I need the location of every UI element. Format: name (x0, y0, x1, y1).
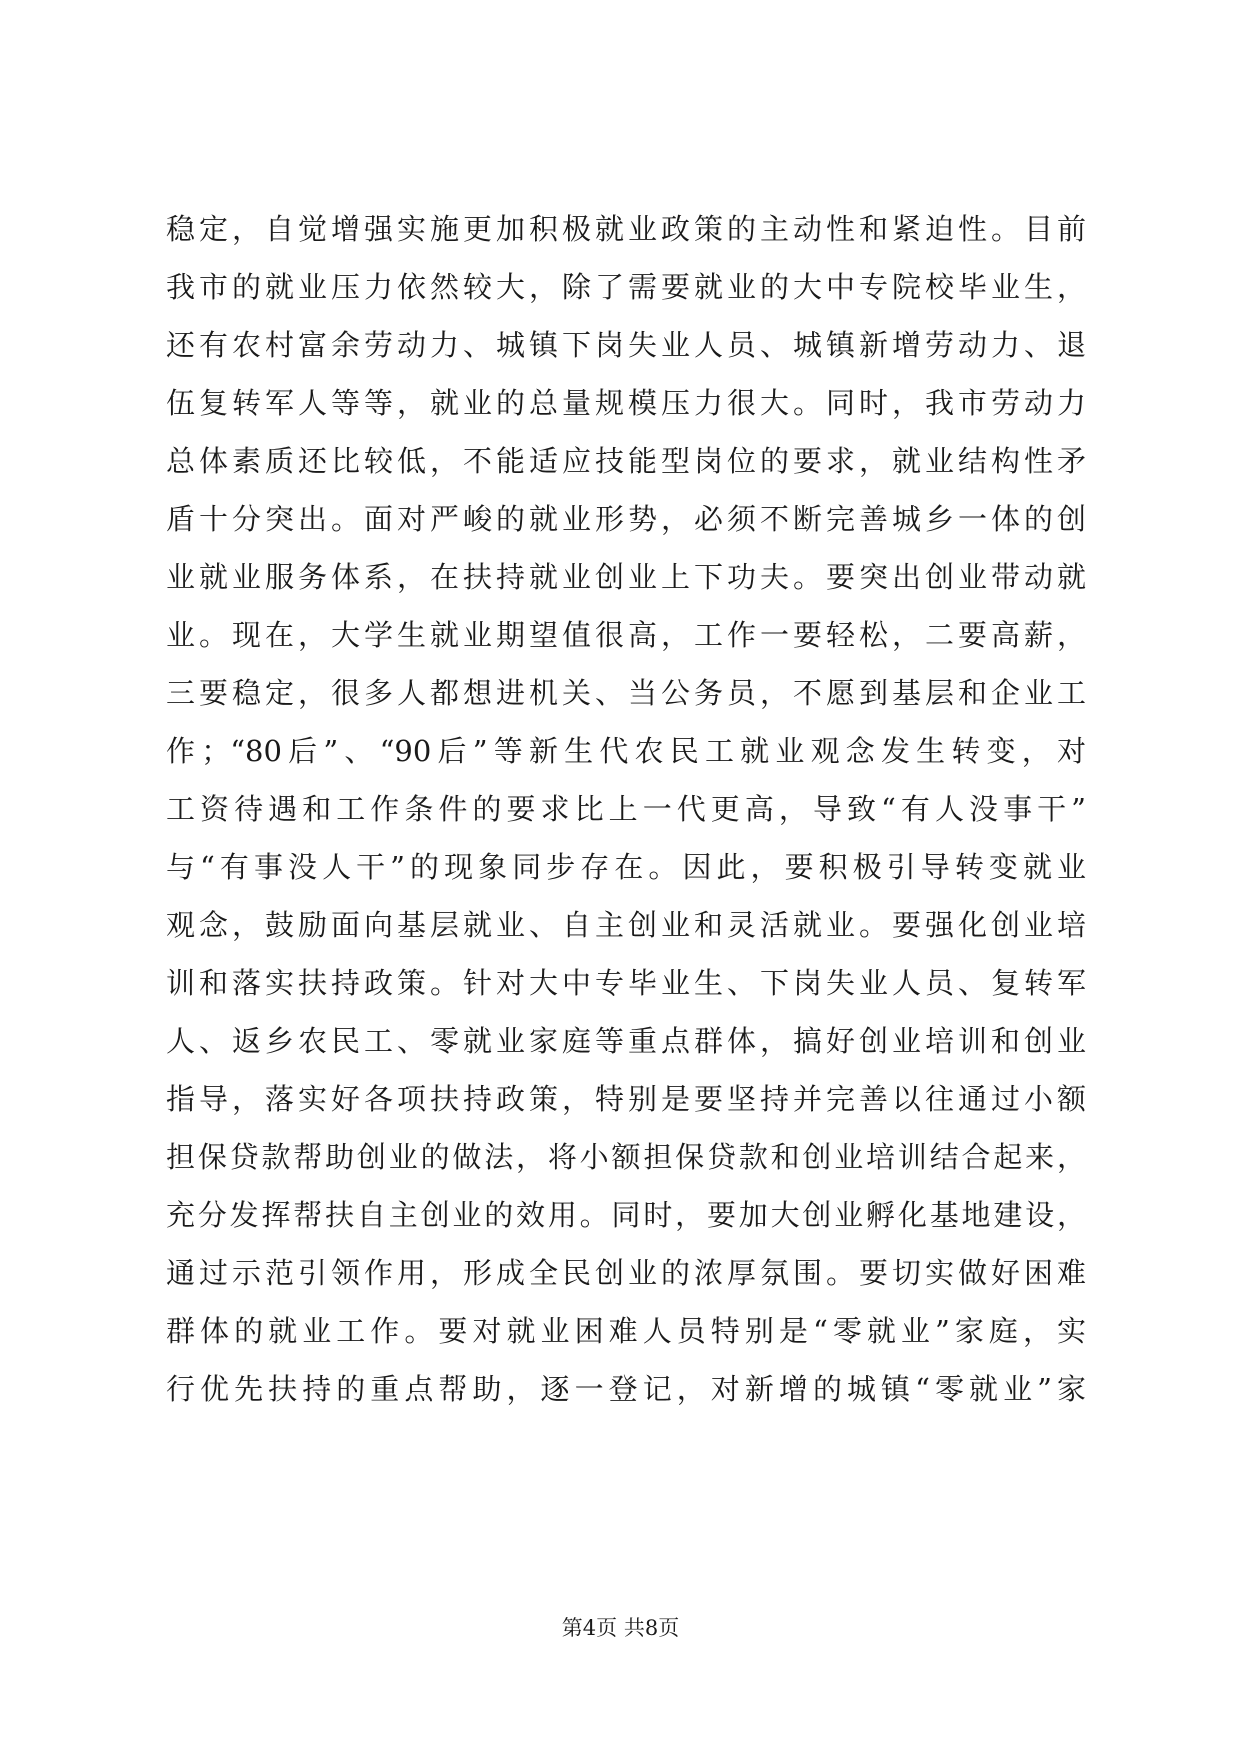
text-line-20: 群体的就业工作。要对就业困难人员特别是“零就业”家庭，实 (166, 1314, 1086, 1348)
text-line-5: 总体素质还比较低，不能适应技能型岗位的要求，就业结构性矛 (166, 444, 1086, 478)
text-line-21: 行优先扶持的重点帮助，逐一登记，对新增的城镇“零就业”家 (166, 1372, 1086, 1406)
text-line-14: 训和落实扶持政策。针对大中专毕业生、下岗失业人员、复转军 (166, 966, 1086, 1000)
page-footer: 第4页 共8页 (561, 1616, 680, 1640)
text-line-9: 三要稳定，很多人都想进机关、当公务员，不愿到基层和企业工 (166, 676, 1086, 710)
text-line-3: 还有农村富余劳动力、城镇下岗失业人员、城镇新增劳动力、退 (166, 328, 1086, 362)
text-line-19: 通过示范引领作用，形成全民创业的浓厚氛围。要切实做好困难 (166, 1256, 1086, 1290)
text-line-15: 人、返乡农民工、零就业家庭等重点群体，搞好创业培训和创业 (166, 1024, 1086, 1058)
text-line-1: 稳定，自觉增强实施更加积极就业政策的主动性和紧迫性。目前 (166, 212, 1086, 246)
text-line-13: 观念，鼓励面向基层就业、自主创业和灵活就业。要强化创业培 (166, 908, 1086, 942)
body-text (166, 200, 1086, 1418)
text-line-16: 指导，落实好各项扶持政策，特别是要坚持并完善以往通过小额 (166, 1082, 1086, 1116)
text-line-11: 工资待遇和工作条件的要求比上一代更高，导致“有人没事干” (166, 792, 1086, 826)
text-line-18: 充分发挥帮扶自主创业的效用。同时，要加大创业孵化基地建设， (166, 1198, 1086, 1232)
text-line-17: 担保贷款帮助创业的做法，将小额担保贷款和创业培训结合起来， (166, 1140, 1086, 1174)
text-line-7: 业就业服务体系，在扶持就业创业上下功夫。要突出创业带动就 (166, 560, 1086, 594)
text-line-8: 业。现在，大学生就业期望值很高，工作一要轻松，二要高薪， (166, 618, 1086, 652)
text-line-6: 盾十分突出。面对严峻的就业形势，必须不断完善城乡一体的创 (166, 502, 1086, 536)
text-line-4: 伍复转军人等等，就业的总量规模压力很大。同时，我市劳动力 (166, 386, 1086, 420)
text-line-2: 我市的就业压力依然较大，除了需要就业的大中专院校毕业生， (166, 270, 1086, 304)
text-line-12: 与“有事没人干”的现象同步存在。因此，要积极引导转变就业 (166, 850, 1086, 884)
text-line-10: 作；“80后”、“90后”等新生代农民工就业观念发生转变，对 (166, 734, 1086, 768)
